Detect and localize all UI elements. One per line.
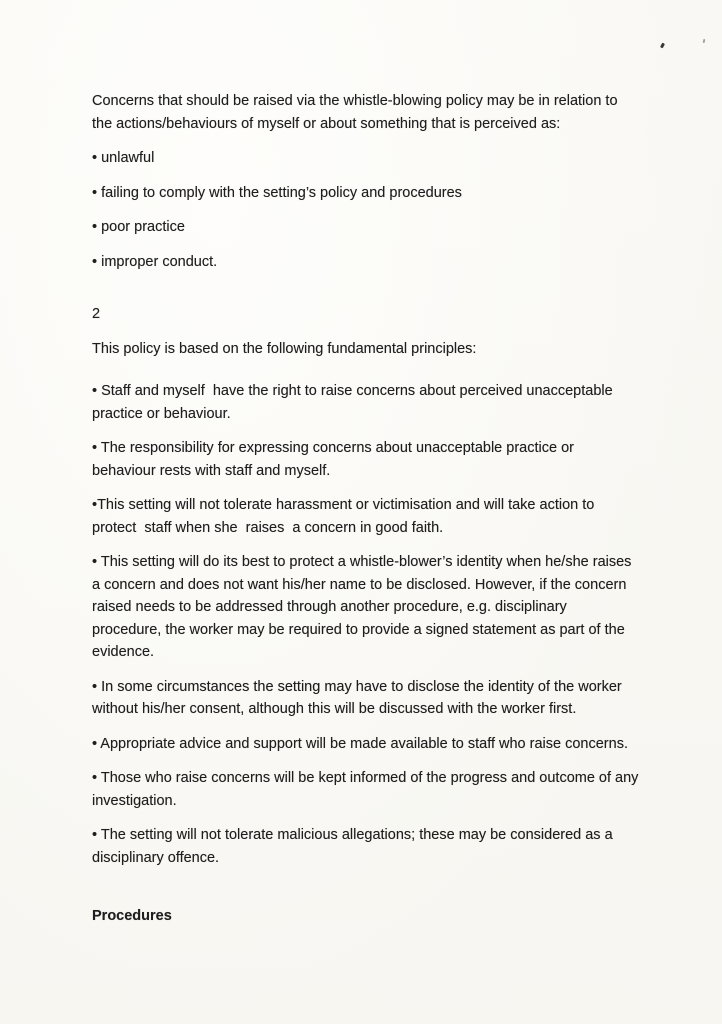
document-body: [92, 90, 643, 928]
concern-bullet: • unlawful: [92, 150, 155, 166]
ink-speck-icon: [660, 43, 665, 49]
principle-bullet: •This setting will not tolerate harassment or victimisation and will take action to protect staff when she raises a concern in good faith.: [92, 497, 599, 536]
concern-bullet: • improper conduct.: [92, 253, 218, 270]
concern-bullet: • failing to comply with the setting’s policy and procedures: [92, 184, 462, 201]
principle-bullet: • Appropriate advice and support will be made available to staff who raise concerns.: [92, 735, 628, 752]
principles-intro: This policy is based on the following fundamental principles:: [92, 340, 477, 357]
principle-bullet: • Staff and myself have the right to raise concerns about perceived unacceptable practice or behaviour.: [92, 383, 617, 422]
intro-paragraph: Concerns that should be raised via the whistle-blowing policy may be in relation to the actions/behaviours of myself or about something that is perceived as:: [92, 93, 622, 132]
concern-bullet: • poor practice: [92, 219, 185, 235]
principle-bullet: • Those who raise concerns will be kept informed of the progress and outcome of any investigation.: [92, 770, 643, 809]
principle-bullet: • In some circumstances the setting may have to disclose the identity of the worker without his/her consent, although this will be discussed with the worker first.: [92, 678, 626, 717]
principle-bullet: • This setting will do its best to protect a whistle-blower’s identity when he/she raises a concern and does not want his/her name to be disclosed. However, if the concern raised needs to be addressed through another procedure, e.g. disciplinary procedure, the worker may be required to provide a signed statement as part of the evidence.: [92, 554, 636, 660]
procedures-heading: Procedures: [92, 908, 172, 924]
principle-bullet: • The responsibility for expressing concerns about unacceptable practice or behaviour rests with staff and myself.: [92, 440, 578, 479]
page-number: 2: [92, 306, 101, 322]
ink-speck-icon: [703, 39, 706, 43]
principle-bullet: • The setting will not tolerate malicious allegations; these may be considered as a disciplinary offence.: [92, 827, 617, 866]
